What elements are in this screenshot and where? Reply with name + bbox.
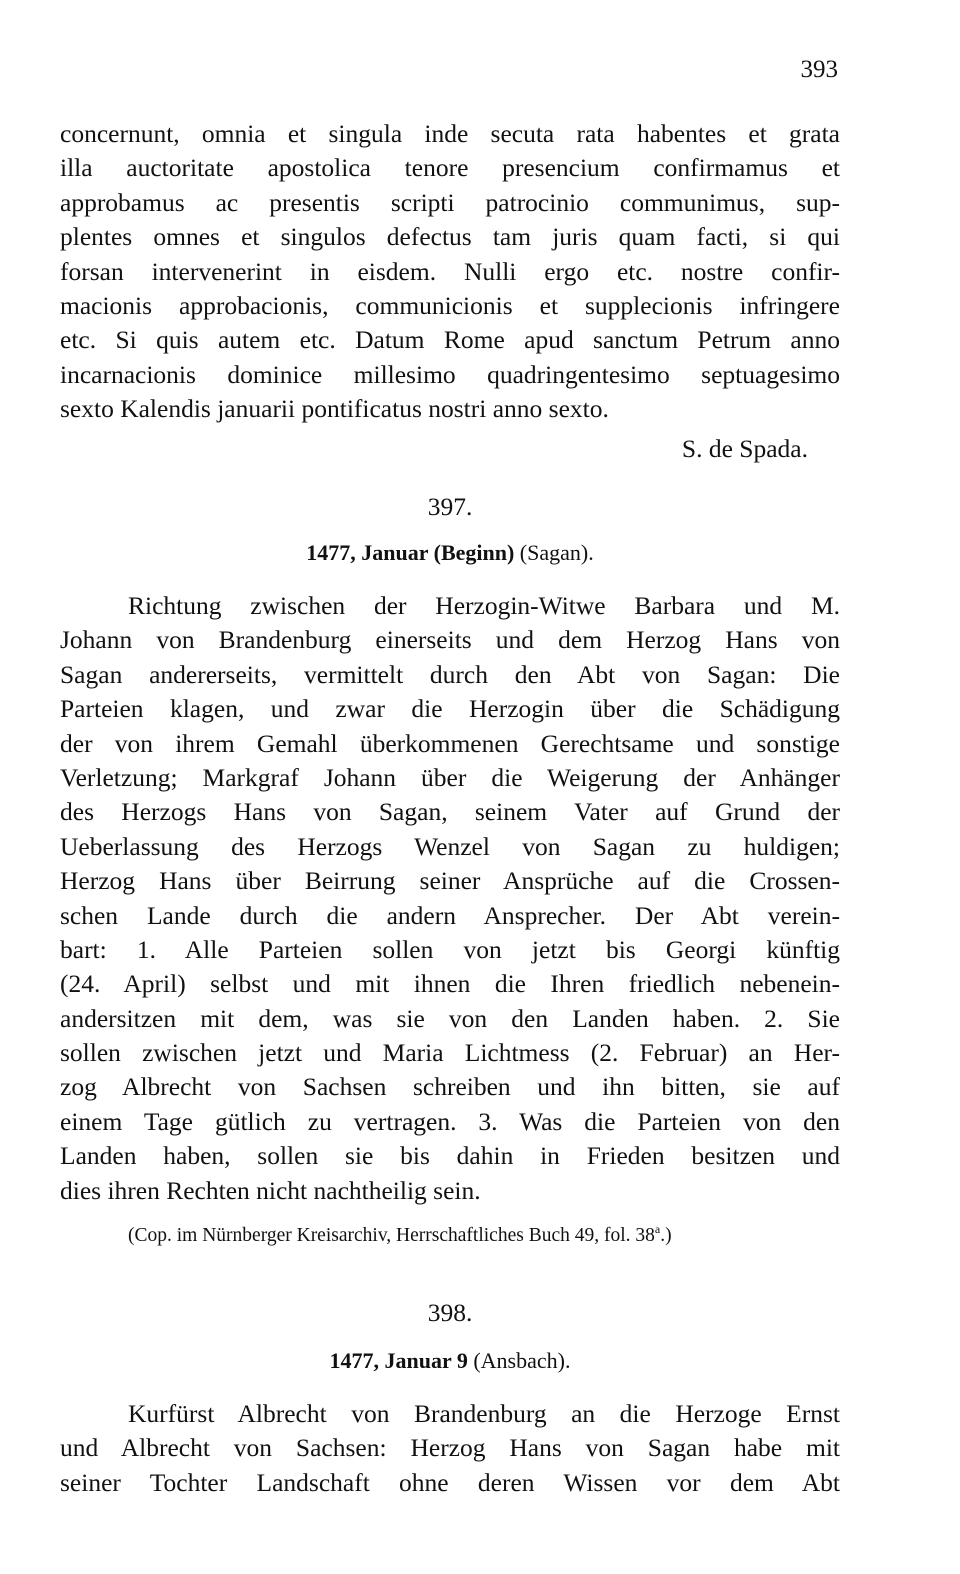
text-line: dies ihren Rechten nicht nachtheilig sein. [60, 1175, 481, 1205]
text-line: zog Albrecht von Sachsen schreiben und ihn bitten, sie auf [60, 1072, 840, 1102]
text-line: forsan intervenerint in eisdem. Nulli ergo etc. nostre confir- [60, 256, 840, 286]
heading-date: 1477, Januar 9 [329, 1348, 468, 1373]
document-number-397: 397. [427, 492, 473, 521]
source-citation [128, 1214, 672, 1251]
text-line: approbamus ac presentis scripti patrocinio communimus, sup- [60, 187, 840, 217]
text-line: andersitzen mit dem, was sie von den Landen haben. 2. Sie [60, 1003, 840, 1033]
summary-paragraph-398 [60, 1397, 840, 1500]
text-line: (24. April) selbst und mit ihnen die Ihren friedlich nebenein- [60, 969, 840, 999]
text-line: bart: 1. Alle Parteien sollen von jetzt bis Georgi künftig [60, 934, 840, 964]
text-line: Verletzung; Markgraf Johann über die Weigerung der Anhänger [60, 762, 840, 792]
text-line: plentes omnes et singulos defectus tam juris quam facti, si qui [60, 222, 840, 252]
text-line: concernunt, omnia et singula inde secuta rata habentes et grata [60, 119, 840, 148]
text-line: einem Tage gütlich zu vertragen. 3. Was die Parteien von den [60, 1106, 840, 1136]
signature: S. de Spada. [681, 434, 808, 463]
source-text: (Cop. im Nürnberger Kreisarchiv, Herrschaftliches Buch 49, fol. 38 [128, 1225, 655, 1246]
text-line: Johann von Brandenburg einerseits und dem Herzog Hans von [60, 625, 840, 655]
text-line: seiner Tochter Landschaft ohne deren Wissen vor dem Abt [60, 1467, 840, 1497]
summary-paragraph-397 [60, 589, 840, 1208]
text-line: etc. Si quis autem etc. Datum Rome apud sanctum Petrum anno [60, 325, 840, 355]
document-number-398: 398. [427, 1298, 473, 1327]
text-line: schen Lande durch die andern Ansprecher. Der Abt verein- [60, 900, 840, 930]
text-line: Sagan andererseits, vermittelt durch den Abt von Sagan: Die [60, 659, 840, 689]
text-line: incarnacionis dominice millesimo quadringentesimo septuagesimo [60, 359, 840, 389]
text-line: der von ihrem Gemahl überkommenen Gerechtsame und sonstige [60, 728, 840, 758]
document-heading-397 [0, 537, 900, 569]
text-line: sexto Kalendis januarii pontificatus nostri anno sexto. [60, 394, 609, 424]
text-line: Herzog Hans über Beirrung seiner Ansprüche auf die Crossen- [60, 866, 840, 896]
source-text-end: .) [660, 1225, 672, 1246]
intro-paragraph [60, 117, 840, 427]
text-line: macionis approbacionis, communicionis et supplecionis infringere [60, 290, 840, 320]
text-line: illa auctoritate apostolica tenore presencium confirmamus et [60, 153, 840, 183]
text-line: Richtung zwischen der Herzogin-Witwe Barbara und M. [128, 591, 840, 620]
heading-place: (Sagan). [519, 540, 594, 565]
text-line: Ueberlassung des Herzogs Wenzel von Sagan zu huldigen; [60, 831, 840, 861]
text-line: sollen zwischen jetzt und Maria Lichtmess (2. Februar) an Her- [60, 1038, 840, 1068]
source-superscript: a [654, 1222, 661, 1236]
heading-date: 1477, Januar (Beginn) [306, 540, 515, 565]
text-line: Parteien klagen, und zwar die Herzogin über die Schädigung [60, 694, 840, 724]
page-number: 393 [800, 56, 838, 83]
text-line: Landen haben, sollen sie bis dahin in Frieden besitzen und [60, 1141, 840, 1171]
document-heading-398 [0, 1345, 900, 1377]
text-line: Kurfürst Albrecht von Brandenburg an die Herzoge Ernst [128, 1399, 840, 1428]
text-line: des Herzogs Hans von Sagan, seinem Vater auf Grund der [60, 797, 840, 827]
text-line: und Albrecht von Sachsen: Herzog Hans von Sagan habe mit [60, 1433, 840, 1463]
heading-place: (Ansbach). [473, 1348, 571, 1373]
